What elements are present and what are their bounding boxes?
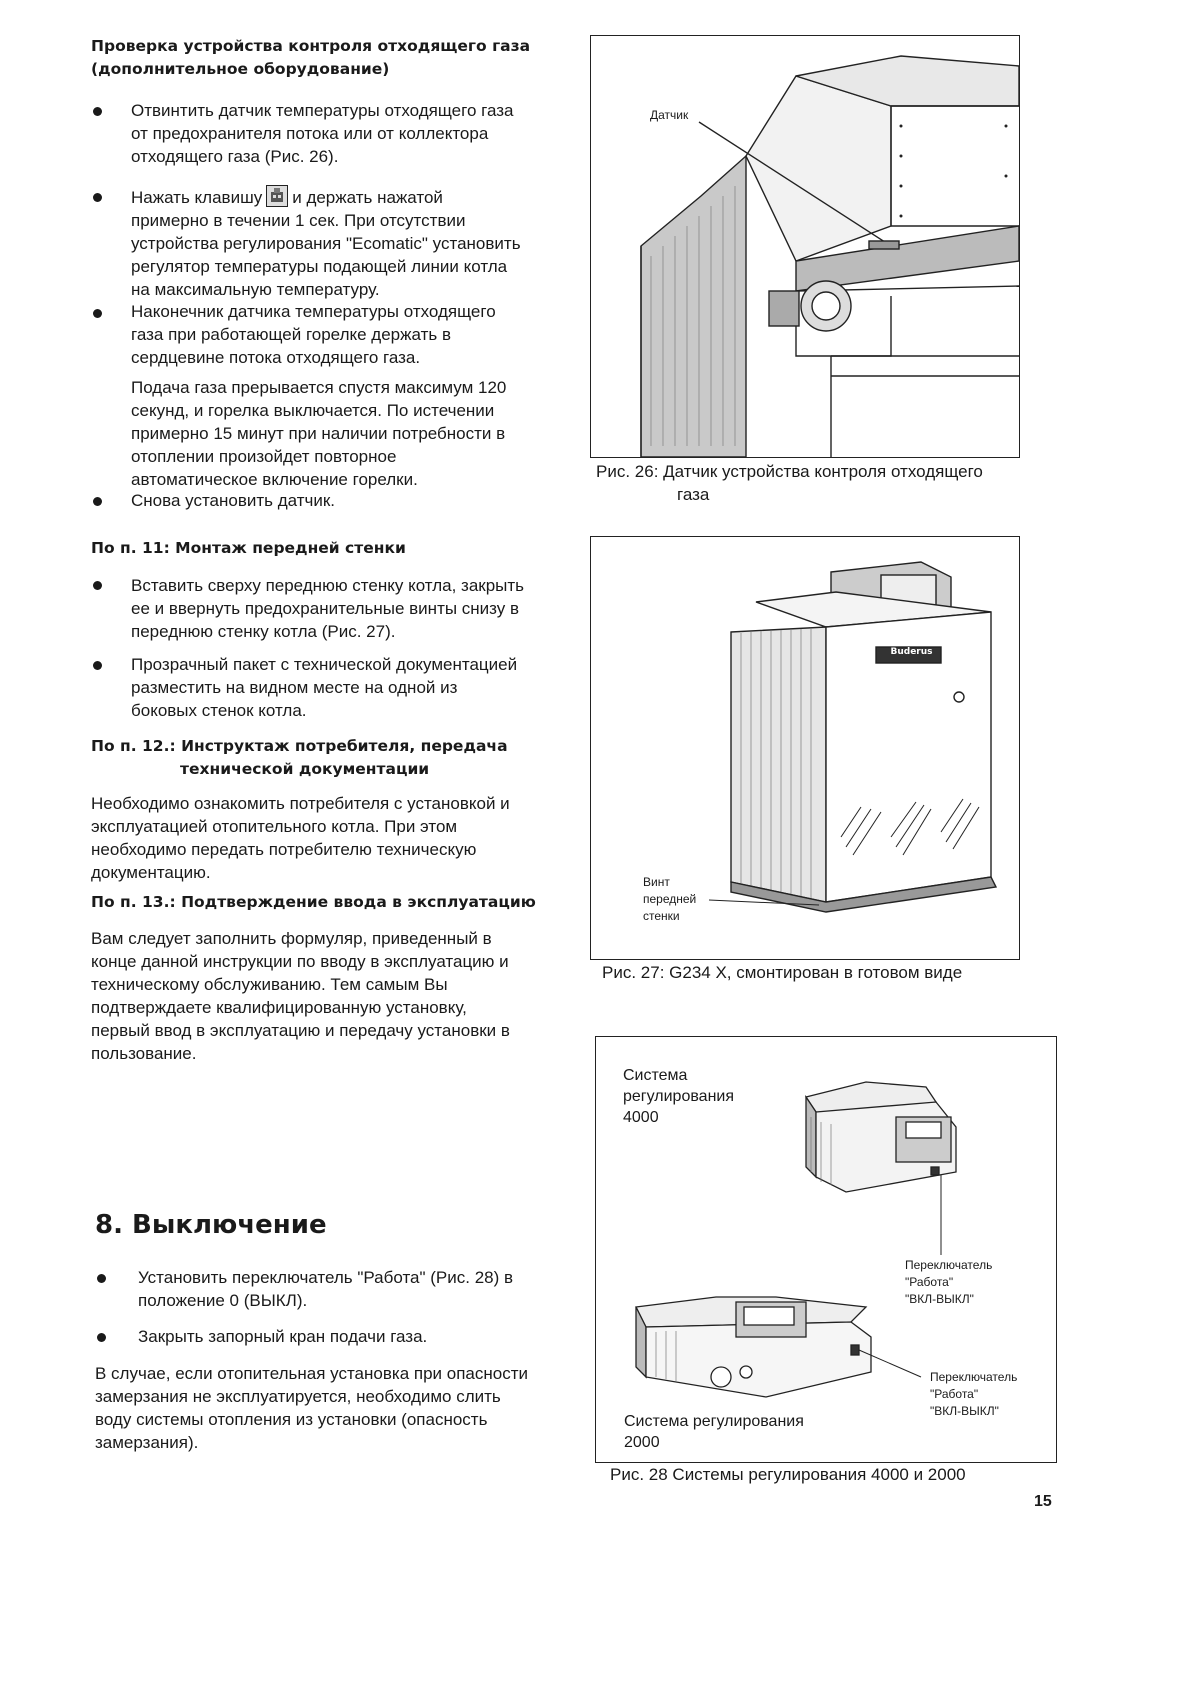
paragraph-freeze: В случае, если отопительная установка при опасности замерзания не эксплуатируется, необходимо слить воду системы отопления из установки (опасность замерзания). [95,1364,528,1452]
list-item: Нажать клавишу и держать нажатой примерно в течении 1 сек. При отсутствии устройства регулирования "Ecomatic" установить регулятор температуры подающей линии котла на максимальную температуру. [131,185,581,301]
bullet-dot [97,1274,106,1283]
list-item: Отвинтить датчик температуры отходящего газа от предохранителя потока или от коллектора отходящего газа (Рис. 26). [131,101,514,166]
heading-line: Проверка устройства контроля отходящего газа [91,37,531,55]
figure-28-caption: Рис. 28 Системы регулирования 4000 и 2000 [610,1465,966,1484]
bullet-dot [93,497,102,506]
bullet-dot [93,661,102,670]
bullet-dot [93,193,102,202]
sensor-label: Датчик [650,108,689,122]
heading-exhaust-check [91,35,591,81]
page-number: 15 [1034,1493,1052,1510]
burner-key-icon [266,185,288,207]
sensor-drawing [591,36,1019,457]
figure-27 [590,536,1020,960]
bullet-dot [93,581,102,590]
label-system-2000: Система регулирования 2000 [624,1413,804,1451]
list-item: Закрыть запорный кран подачи газа. [138,1327,428,1346]
brand-label: Buderus [890,647,933,657]
list-item: Вставить сверху переднюю стенку котла, закрыть ее и ввернуть предохранительные винты снизу в переднюю стенку котла (Рис. 27). [131,576,525,641]
switch-label-4000: Переключатель "Работа" "ВКЛ-ВЫКЛ" [905,1258,993,1306]
switch-label-2000: Переключатель "Работа" "ВКЛ-ВЫКЛ" [930,1370,1018,1418]
list-item: Снова установить датчик. [131,491,336,510]
list-item: Наконечник датчика температуры отходящего газа при работающей горелке держать в сердцевине потока отходящего газа. [131,302,496,367]
paragraph-gas-cutoff: Подача газа прерывается спустя максимум 120 секунд, и горелка выключается. По истечении примерно 15 минут при наличии потребности в отоплении произойдет повторное автоматическое включение горелки. [131,378,507,489]
heading-commissioning: По п. 13.: Подтверждение ввода в эксплуатацию [91,893,536,911]
figure-26 [590,35,1020,458]
label-system-4000: Система регулирования 4000 [623,1067,735,1126]
section-title: 8. Выключение [95,1210,327,1240]
bullet-dot [93,309,102,318]
bullet-dot [93,107,102,116]
list-item: Прозрачный пакет с технической документацией разместить на видном месте на одной из боковых стенок котла. [131,655,518,720]
paragraph-commissioning: Вам следует заполнить формуляр, приведенный в конце данной инструкции по вводу в эксплуатацию и техническому обслуживанию. Тем самым Вы подтверждаете квалифицированную установку, первый ввод в эксплуатацию и передачу установки в пользование. [91,929,510,1063]
heading-instruction: По п. 12.: Инструктаж потребителя, передача технической документации [91,737,508,778]
paragraph-instruction: Необходимо ознакомить потребителя с установкой и эксплуатацией отопительного котла. При этом необходимо передать потребителю техническую документацию. [91,794,510,882]
heading-line: (дополнительное оборудование) [91,60,390,78]
figure-28 [595,1036,1057,1463]
heading-front-wall: По п. 11: Монтаж передней стенки [91,539,406,557]
bullet-dot [97,1333,106,1342]
screw-label: Винт передней стенки [643,875,697,923]
figure-27-caption: Рис. 27: G234 X, смонтирован в готовом виде [602,963,963,982]
list-item: Установить переключатель "Работа" (Рис. 28) в положение 0 (ВЫКЛ). [138,1268,514,1310]
figure-26-caption: Рис. 26: Датчик устройства контроля отходящего газа [596,462,983,504]
